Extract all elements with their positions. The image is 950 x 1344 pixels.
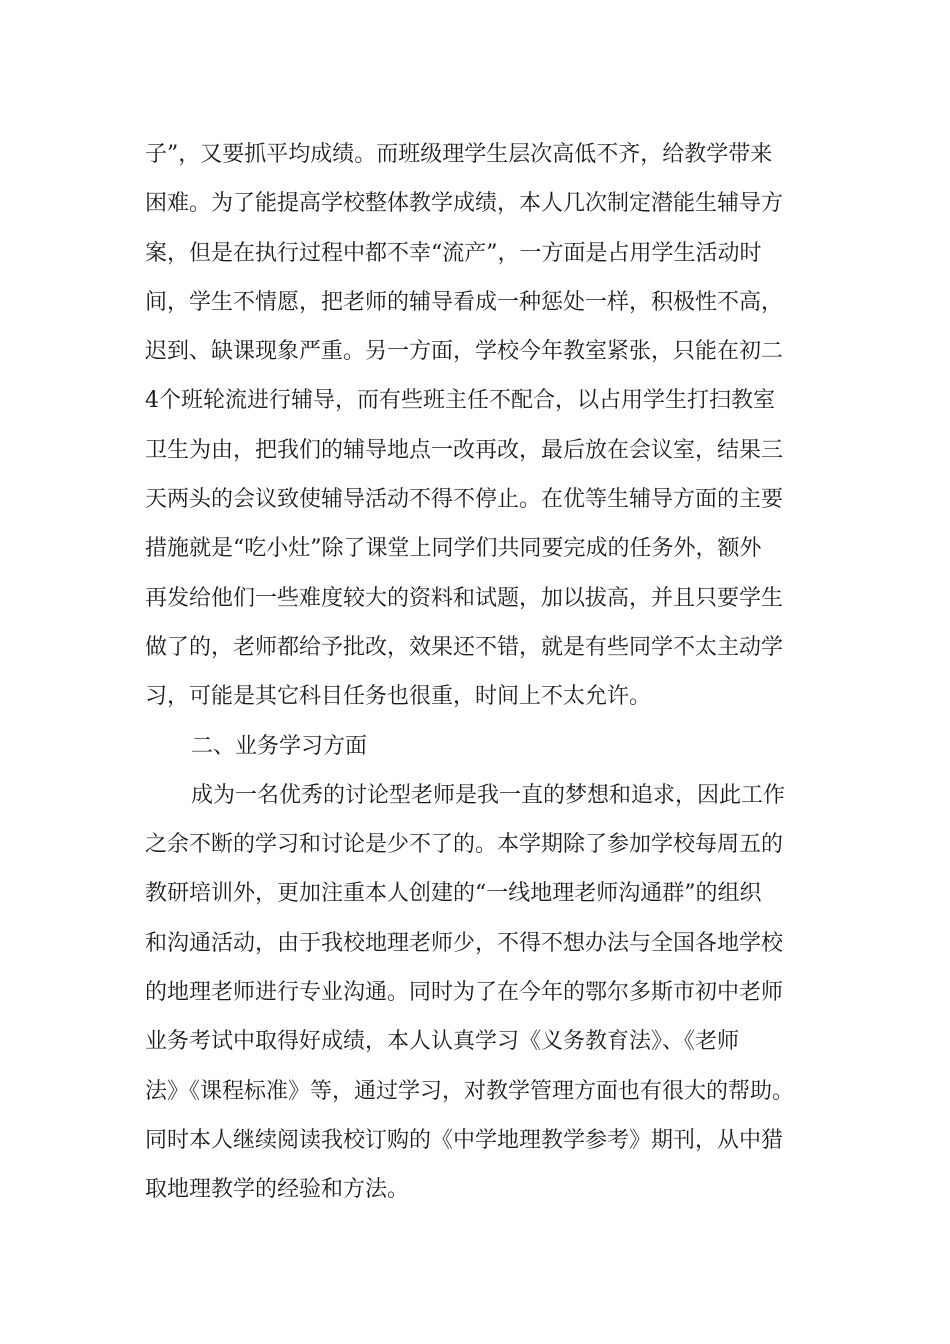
text-line: 卫生为由，把我们的辅导地点一改再改，最后放在会议室，结果三 [145, 437, 784, 463]
text-line: 4个班轮流进行辅导，而有些班主任不配合，以占用学生打扫教室 [145, 388, 775, 414]
text-line: 天两头的会议致使辅导活动不得不停止。在优等生辅导方面的主要 [145, 487, 784, 513]
text-line: 教研培训外，更加注重本人创建的“一线地理老师沟通群”的组织 [145, 881, 762, 907]
text-line: 再发给他们一些难度较大的资料和试题，加以拔高，并且只要学生 [145, 585, 784, 611]
text-line: 业务考试中取得好成绩，本人认真学习《义务教育法》、《老师 [145, 1029, 740, 1055]
paragraph-start-line: 成为一名优秀的讨论型老师是我一直的梦想和追求，因此工作 [191, 782, 786, 808]
paragraph-start-line: 二、业务学习方面 [191, 733, 368, 759]
text-line: 取地理教学的经验和方法。 [145, 1177, 410, 1203]
text-line: 同时本人继续阅读我校订购的《中学地理教学参考》期刊，从中猎 [145, 1127, 784, 1153]
text-line: 措施就是“吃小灶”除了课堂上同学们共同要完成的任务外，额外 [145, 536, 762, 562]
text-line: 做了的，老师都给予批改，效果还不错，就是有些同学不太主动学 [145, 634, 784, 660]
text-line: 习，可能是其它科目任务也很重，时间上不太允许。 [145, 684, 652, 710]
text-line: 困难。为了能提高学校整体教学成绩，本人几次制定潜能生辅导方 [145, 191, 784, 217]
text-line: 案，但是在执行过程中都不幸“流产”，一方面是占用学生活动时 [145, 240, 762, 266]
text-line: 和沟通活动，由于我校地理老师少，不得不想办法与全国各地学校 [145, 930, 784, 956]
text-line: 的地理老师进行专业沟通。同时为了在今年的鄂尔多斯市初中老师 [145, 980, 784, 1006]
text-line: 迟到、缺课现象严重。另一方面，学校今年教室紧张，只能在初二 [145, 339, 784, 365]
document-body [145, 130, 815, 1215]
text-line: 间，学生不情愿，把老师的辅导看成一种惩处一样，积极性不高， [145, 289, 784, 315]
text-line: 法》《课程标准》等，通过学习，对教学管理方面也有很大的帮助。 [145, 1078, 795, 1104]
text-line: 子”，又要抓平均成绩。而班级理学生层次高低不齐，给教学带来 [145, 142, 773, 167]
text-line: 之余不断的学习和讨论是少不了的。本学期除了参加学校每周五的 [145, 832, 784, 858]
